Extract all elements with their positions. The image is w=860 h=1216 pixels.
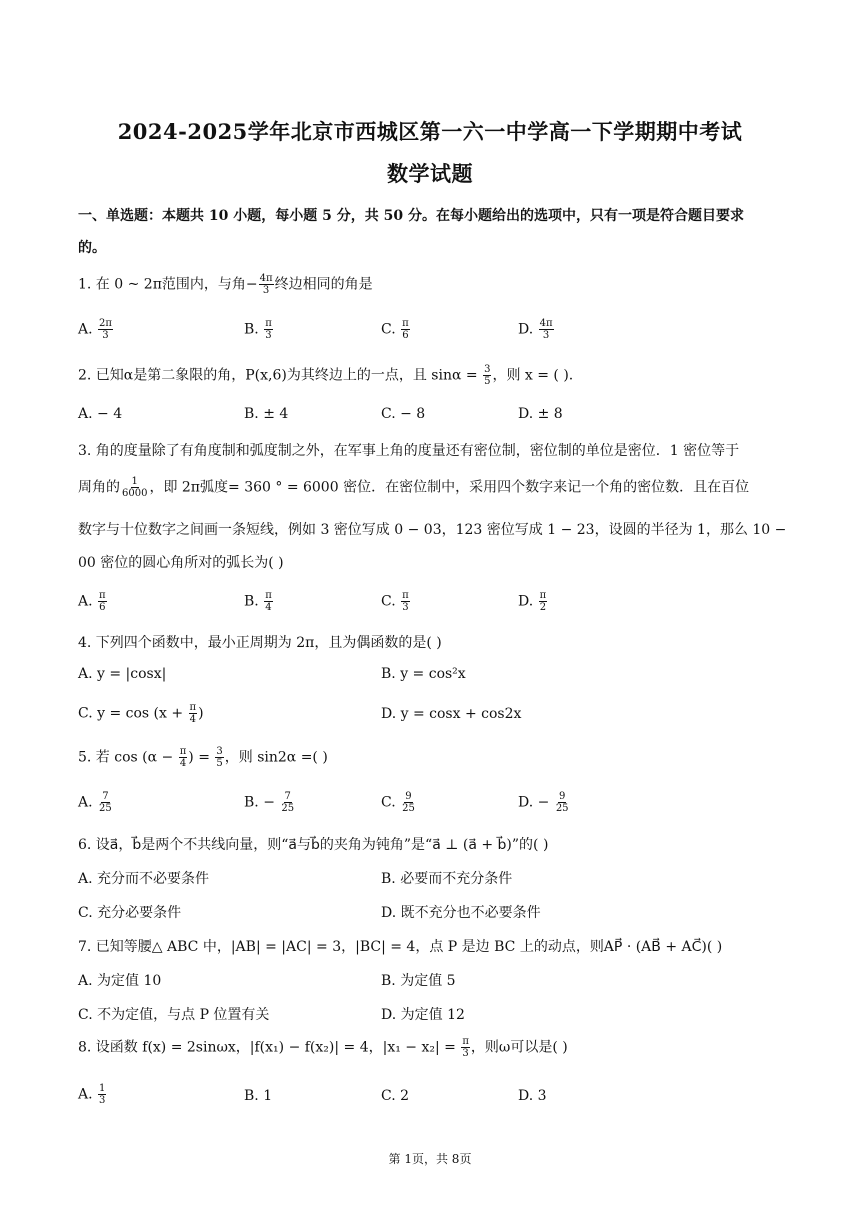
section-heading-cont: 的。 [78,240,106,256]
question-8-option-d: D. 3 [518,1088,547,1104]
question-2-option-b: B. ± 4 [244,406,289,422]
question-1-stem: 1. 在 0 ~ 2π范围内，与角− $\frac{4\pi}{3}$ 终边相同的角是 [78,273,373,296]
question-8-stem: 8. 设函数 f(x) = 2sinωx，|f(x₁) − f(x₂)| = 4，|x₁ − x₂| = $\frac{\pi}{3}$ ，则ω可以是( ) [78,1036,568,1059]
question-3-option-d: D. $\frac{\pi}{2}$ [518,590,547,613]
question-3-line-2: 周角的 $\frac{1}{6000}$ ，即 2π弧度= 360 ° = 6000 密位．在密位制中，采用四个数字来记一个角的密位数．且在百位 [78,476,750,499]
exam-subtitle: 数学试题 [387,161,473,186]
page-footer: 第 1页，共 8页 [388,1152,472,1166]
section-heading: 一、单选题：本题共 10 小题，每小题 5 分，共 50 分。在每小题给出的选项中，只有一项是符合题目要求 [78,208,744,224]
question-5-option-d: D. − $\frac{9}{25}$ [518,791,569,814]
question-3-option-a: A. $\frac{\pi}{6}$ [78,590,106,613]
question-4-option-c: C. y = cos (x + $\frac{\pi}{4}$ ) [78,702,204,725]
question-6-option-d: D. 既不充分也不必要条件 [381,905,541,921]
question-3-line-1: 3. 角的度量除了有角度制和弧度制之外，在军事上角的度量还有密位制，密位制的单位是密位．1 密位等于 [78,443,740,459]
fraction: $\frac{4\pi}{3}$ [259,273,273,296]
question-3-option-b: B. $\frac{\pi}{4}$ [244,590,272,613]
question-5-option-a: A. $\frac{7}{25}$ [78,791,112,814]
question-1-option-c: C. $\frac{\pi}{6}$ [381,318,409,341]
question-4-option-b: B. y = cos²x [381,666,466,682]
question-1-option-d: D. $\frac{4\pi}{3}$ [518,318,553,341]
question-5-option-c: C. $\frac{9}{25}$ [381,791,415,814]
question-3-line-4: 00 密位的圆心角所对的弧长为( ) [78,555,284,571]
question-5-stem: 5. 若 cos (α − $\frac{\pi}{4}$ ) = $\frac{3}{5}$ ，则 sin2α =( ) [78,746,328,769]
question-6-stem: 6. 设a⃗，b⃗是两个不共线向量，则“a⃗与b⃗的夹角为钝角”是“a⃗ ⊥ (a⃗ + b⃗)”的( ) [78,837,549,853]
question-5-option-b: B. − $\frac{7}{25}$ [244,791,295,814]
question-6-option-a: A. 充分而不必要条件 [78,871,210,887]
question-2-option-a: A. − 4 [78,406,123,422]
question-1-option-b: B. $\frac{\pi}{3}$ [244,318,272,341]
question-3-option-c: C. $\frac{\pi}{3}$ [381,590,409,613]
question-2-stem: 2. 已知α是第二象限的角，P(x,6)为其终边上的一点，且 sinα = $\frac{3}{5}$ ，则 x = ( ). [78,364,574,387]
question-2-option-d: D. ± 8 [518,406,563,422]
question-8-option-a: A. $\frac{1}{3}$ [78,1083,106,1106]
question-7-option-b: B. 为定值 5 [381,973,456,989]
question-6-option-b: B. 必要而不充分条件 [381,871,513,887]
exam-title: 2024-2025学年北京市西城区第一六一中学高一下学期期中考试 [117,119,743,144]
question-7-stem: 7. 已知等腰△ ABC 中，|AB| = |AC| = 3，|BC| = 4，点 P 是边 BC 上的动点，则AP⃗ · (AB⃗ + AC⃗)( ) [78,939,723,955]
question-8-option-b: B. 1 [244,1088,273,1104]
question-4-option-d: D. y = cosx + cos2x [381,706,522,722]
question-8-option-c: C. 2 [381,1088,410,1104]
question-2-option-c: C. − 8 [381,406,426,422]
question-4-stem: 4. 下列四个函数中，最小正周期为 2π，且为偶函数的是( ) [78,635,442,651]
question-7-option-c: C. 不为定值，与点 P 位置有关 [78,1007,270,1023]
question-4-option-a: A. y = |cosx| [78,666,167,682]
question-6-option-c: C. 充分必要条件 [78,905,182,921]
question-7-option-a: A. 为定值 10 [78,973,162,989]
question-3-line-3: 数字与十位数字之间画一条短线，例如 3 密位写成 0 − 03，123 密位写成 1 − 23，设圆的半径为 1，那么 10 − [78,522,787,538]
question-1-option-a: A. $\frac{2\pi}{3}$ [78,318,112,341]
question-7-option-d: D. 为定值 12 [381,1007,465,1023]
